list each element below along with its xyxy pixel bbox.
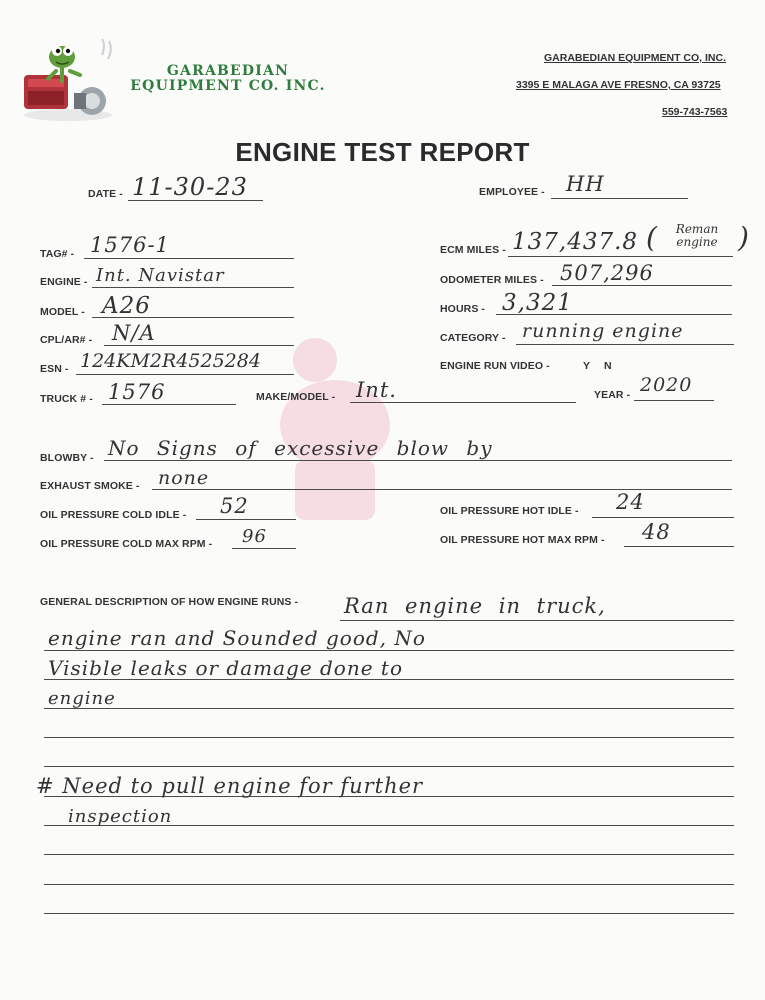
employee-label: EMPLOYEE -: [479, 186, 545, 198]
watermark-icon: [265, 330, 405, 530]
truck-label: TRUCK # -: [40, 393, 93, 405]
description-text-3[interactable]: Visible leaks or damage done to: [48, 656, 404, 680]
date-label: DATE -: [88, 188, 123, 200]
oil-hot-max-line: [624, 546, 734, 547]
engine-value[interactable]: Int. Navistar: [96, 265, 225, 286]
engine-run-video-no[interactable]: N: [604, 360, 612, 372]
engine-run-video-label: ENGINE RUN VIDEO -: [440, 360, 550, 372]
make-model-line: [350, 402, 576, 403]
description-text-2[interactable]: engine ran and Sounded good, No: [48, 626, 426, 650]
category-label: CATEGORY -: [440, 332, 506, 344]
ecm-miles-label: ECM MILES -: [440, 244, 506, 256]
oil-cold-max-value[interactable]: 96: [242, 526, 267, 547]
cpl-line: [104, 345, 294, 346]
frog-engine-logo-icon: [18, 35, 118, 123]
company-name-line2: EQUIPMENT CO. INC.: [130, 78, 326, 94]
year-label: YEAR -: [594, 389, 631, 401]
oil-cold-idle-value[interactable]: 52: [220, 494, 249, 518]
odometer-line: [552, 285, 732, 286]
page-title: ENGINE TEST REPORT: [235, 137, 530, 167]
description-line-6: [44, 766, 734, 767]
year-line: [634, 400, 714, 401]
ecm-note: [646, 221, 749, 254]
ecm-note-line1: Reman: [675, 222, 719, 236]
oil-cold-idle-label: OIL PRESSURE COLD IDLE -: [40, 509, 187, 521]
description-line-5: [44, 737, 734, 738]
truck-line: [102, 404, 236, 405]
description-line-9: [44, 854, 734, 855]
company-logo: [18, 35, 118, 123]
company-name-logo-text: [128, 64, 328, 94]
oil-cold-idle-line: [196, 519, 296, 520]
blowby-line: [104, 460, 732, 461]
category-value[interactable]: running engine: [522, 320, 684, 342]
company-name-line1: GARABEDIAN: [166, 63, 290, 79]
year-value[interactable]: 2020: [640, 374, 693, 396]
make-model-value[interactable]: Int.: [356, 378, 397, 402]
general-description-label: GENERAL DESCRIPTION OF HOW ENGINE RUNS -: [40, 596, 299, 608]
hours-label: HOURS -: [440, 303, 486, 315]
blowby-value[interactable]: No Signs of excessive blow by: [108, 436, 493, 460]
truck-value[interactable]: 1576: [108, 380, 166, 404]
header-phone: 559-743-7563: [662, 106, 728, 118]
employee-value[interactable]: HH: [566, 172, 605, 196]
description-line-1: [340, 620, 734, 621]
tag-label: TAG# -: [40, 248, 75, 260]
odometer-label: ODOMETER MILES -: [440, 274, 544, 286]
description-text-4[interactable]: engine: [48, 688, 116, 709]
tag-value[interactable]: 1576-1: [90, 233, 170, 257]
oil-cold-max-label: OIL PRESSURE COLD MAX RPM -: [40, 538, 213, 550]
ecm-note-line2: engine: [676, 235, 718, 249]
engine-line: [92, 287, 294, 288]
oil-cold-max-line: [232, 548, 296, 549]
exhaust-smoke-label: EXHAUST SMOKE -: [40, 480, 140, 492]
description-text-5[interactable]: # Need to pull engine for further: [36, 774, 424, 798]
esn-label: ESN -: [40, 363, 69, 375]
description-line-4: [44, 708, 734, 709]
oil-hot-max-value[interactable]: 48: [642, 520, 671, 544]
tag-line: [84, 258, 294, 259]
hours-value[interactable]: 3,321: [502, 290, 573, 316]
oil-hot-idle-label: OIL PRESSURE HOT IDLE -: [440, 505, 579, 517]
ecm-note-open-paren: (: [646, 221, 657, 254]
date-value[interactable]: 11-30-23: [132, 173, 248, 201]
odometer-value[interactable]: 507,296: [560, 261, 654, 285]
description-text-6[interactable]: inspection: [68, 806, 173, 827]
engine-label: ENGINE -: [40, 276, 88, 288]
description-line-2: [44, 650, 734, 651]
description-line-11: [44, 913, 734, 914]
employee-line: [551, 198, 688, 199]
description-text-1[interactable]: Ran engine in truck,: [344, 594, 606, 618]
header-company-name: GARABEDIAN EQUIPMENT CO, INC.: [544, 52, 727, 64]
category-line: [516, 344, 734, 345]
model-value[interactable]: A26: [102, 293, 151, 319]
cpl-label: CPL/AR# -: [40, 334, 93, 346]
esn-line: [76, 374, 294, 375]
ecm-miles-line: [508, 256, 733, 257]
cpl-value[interactable]: N/A: [112, 321, 156, 345]
engine-run-video-yes[interactable]: Y: [583, 360, 591, 372]
header-address: 3395 E MALAGA AVE FRESNO, CA 93725: [516, 79, 721, 91]
exhaust-smoke-value[interactable]: none: [158, 467, 210, 489]
description-line-10: [44, 884, 734, 885]
oil-hot-max-label: OIL PRESSURE HOT MAX RPM -: [440, 534, 605, 546]
esn-value[interactable]: 124KM2R4525284: [80, 350, 261, 372]
ecm-note-close-paren: ): [738, 221, 749, 254]
exhaust-smoke-line: [152, 489, 732, 490]
ecm-miles-value[interactable]: 137,437.8: [512, 229, 639, 255]
oil-hot-idle-line: [592, 517, 734, 518]
oil-hot-idle-value[interactable]: 24: [616, 490, 645, 514]
make-model-label: MAKE/MODEL -: [256, 391, 336, 403]
blowby-label: BLOWBY -: [40, 452, 94, 464]
model-label: MODEL -: [40, 306, 85, 318]
